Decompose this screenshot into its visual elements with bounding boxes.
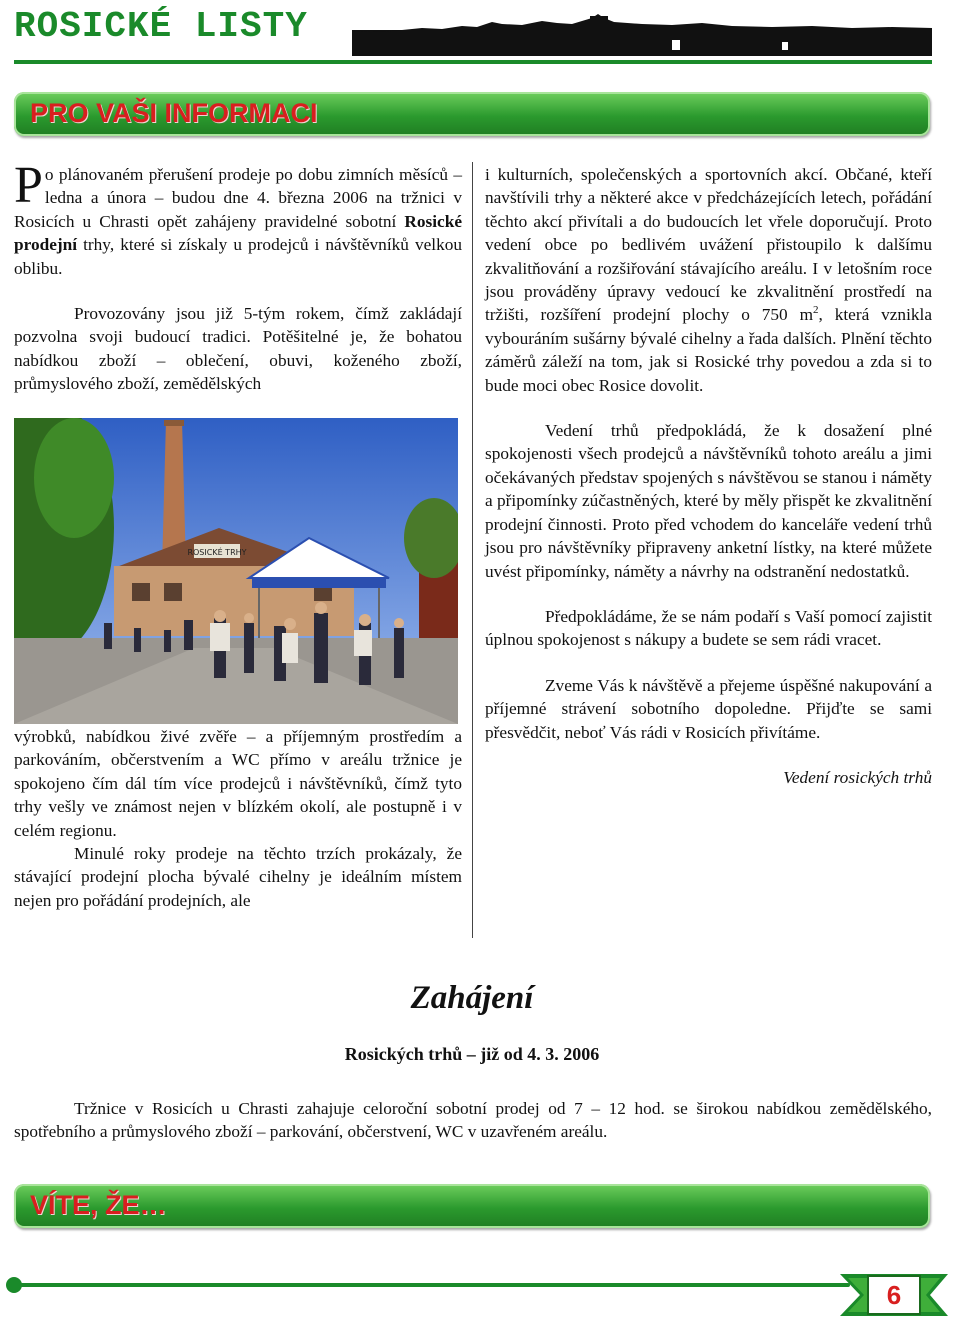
footer-rule [14,1283,850,1287]
dropcap-letter: P [14,157,43,214]
section-bar-did-you-know [14,1184,930,1228]
column-divider [472,162,473,938]
paragraph-invitation: Zveme Vás k návštěvě a přejeme úspěšné nakupování a příjemné strávení sobotního dopoledne. Přijďte se sami přesvědčit, neboť Vás rádi v Rosicích přivítáme. [485,675,932,742]
paragraph-intro: Po plánovaném přerušení prodeje po dobu zimních měsíců – ledna a února – budou dne 4. března 2006 na tržnici v Rosicích u Chrasti opět zahájeny pravidelné sobotní Rosické prodejní trhy, které si získaly u prodejců i návštěvníků velkou oblibu. [14,157,462,278]
section-bar-info [14,92,930,136]
photo-sign-text: ROSICKÉ TRHY [187,548,247,557]
opening-text: Tržnice v Rosicích u Chrasti zahajuje celoroční sobotní prodej od 7 – 12 hod. se širokou nabídkou zemědělského, spotřebního a průmyslového zboží – parkování, občerstvení, WC v uzavřeném areálu. [14,1099,932,1142]
left-column-bottom [14,725,462,912]
right-column [485,163,932,789]
left-column-top [14,157,462,396]
paragraph-past-years: Minulé roky prodeje na těchto trzích prokázaly, že stávající prodejní plocha bývalé cihelny je ideálním místem nejen pro pořádání prodejních, ale [14,844,462,910]
signature: Vedení rosických trhů [783,767,932,787]
market-photo [14,418,458,724]
paragraph-offer: výrobků, nabídkou živé zvěře – a příjemným prostředím a parkováním, občerstvením a WC přímo v areálu tržnice je spokojeno čím dál tím více prodejců i návštěvníků, čímž tyto trhy vešly ve známost nejen v blízkém okolí, ale postupně i v celém regionu. [14,727,462,840]
opening-title: Zahájení [410,980,534,1016]
masthead-title: ROSICKÉ LISTY [14,6,308,47]
footer-dot [6,1277,22,1293]
opening-subtitle: Rosických trhů – již od 4. 3. 2006 [344,1044,600,1064]
market-photo-illustration [14,418,458,724]
paragraph-satisfaction: Předpokládáme, že se nám podaří s Vaší pomocí zajistit úplnou spokojenost s nákupy a budete se sem rádi vracet. [485,606,932,650]
section-heading-did-you-know: VÍTE, ŽE… [30,1190,167,1220]
section-heading-info: PRO VAŠI INFORMACI [30,98,318,128]
paragraph-feedback: Vedení trhů předpokládá, že k dosažení plné spokojenosti všech prodejců a návštěvníků tohoto areálu a jimi očekávaných představ spojených s návštěvou se stanou i náměty a připomínky zúčastněných, které by měly přispět ke zkvalitnění prodejní činnosti. Proto před vchodem do kanceláře vedení trhů jsou pro návštěvníky připraveny anketní lístky, na které můžete uvést připomínky, náměty a návrhy na odstranění nedostatků. [485,421,932,581]
bold-market-name: Rosické prodejní [14,211,462,255]
masthead-skyline-banner [352,12,932,56]
paragraph-tradition: Provozovány jsou již 5-tým rokem, čímž zakládají pozvolna svoji budoucí tradici. Potěšitelné je, že bohatou nabídkou zboží – oblečení, obuvi, koženého zboží, průmyslového zboží, zemědělských [14,304,462,394]
paragraph-events: i kulturních, společenských a sportovních akcí. Občané, kteří navštívili trhy a některé akce v předcházejících letech, pořádání těchto akcí přivítali a do budoucích let vřele doporučují. Proto vedení obce po bedlivém uvážení přistoupilo k dalšímu zkvalitňování a rozšiřování stávajícího areálu. I v letošním roce jsou prováděny úpravy vedoucí ke zkvalitnění prostředí na tržišti, rozšíření prodejní plochy o 750 $m^2$, která vznikla vybouráním sušárny bývalé cihelny a řada dalších. Plnění těchto záměrů záleží na tom, jak si Rosické trhy povedou a zda si to bude moci obec Rosice dovolit. [485,165,932,395]
page-number: 6 [886,1280,902,1310]
masthead-rule [14,60,932,64]
